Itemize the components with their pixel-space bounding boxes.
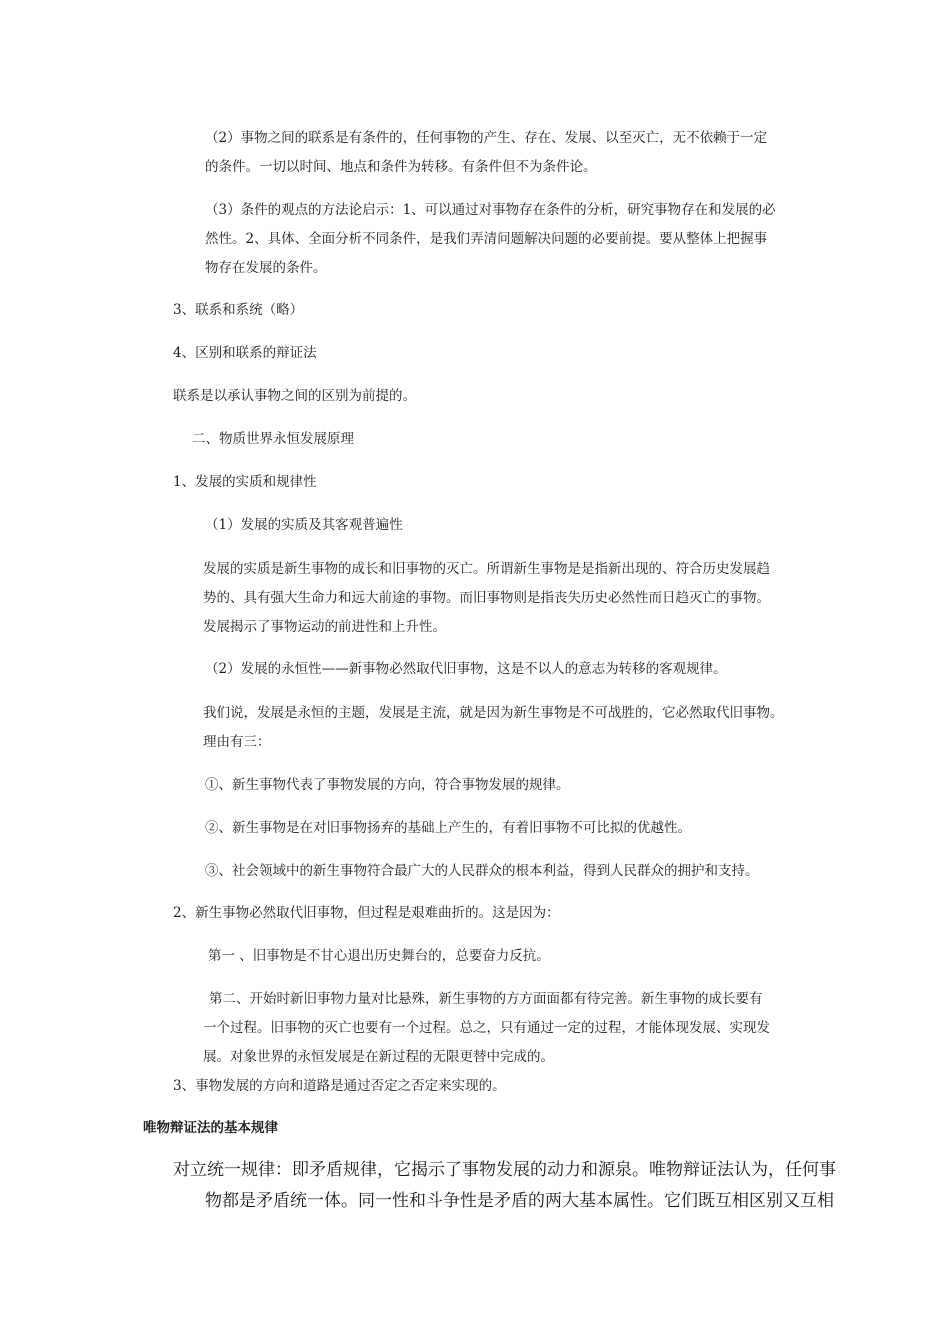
text-line: 发展揭示了事物运动的前进性和上升性。 [203, 619, 446, 635]
text-line: ②、新生事物是在对旧事物扬弃的基础上产生的，有着旧事物不可比拟的优越性。 [205, 820, 691, 836]
text-line: 然性。2、具体、全面分析不同条件，是我们弄清问题解决问题的必要前提。要从整体上把握事 [205, 231, 768, 247]
reason-1 [205, 771, 570, 800]
text-line: 1、发展的实质和规律性 [173, 474, 317, 490]
text-line: 一个过程。旧事物的灭亡也要有一个过程。总之，只有通过一定的过程，才能体现发展、实现发 [203, 1020, 770, 1036]
text-line: ①、新生事物代表了事物发展的方向，符合事物发展的规律。 [205, 777, 570, 793]
text-line: 的条件。一切以时间、地点和条件为转移。有条件但不为条件论。 [205, 159, 597, 175]
text-line: 物存在发展的条件。 [205, 260, 327, 276]
point-second [203, 985, 770, 1072]
item-2-tortuous-process [173, 899, 560, 928]
item-1-development-essence [173, 468, 317, 497]
text-line: 唯物辩证法的基本规律 [143, 1120, 278, 1136]
text-line: （3）条件的观点的方法论启示：1、可以通过对事物存在条件的分析，研究事物存在和发展的必 [205, 202, 776, 218]
text-line: 二、物质世界永恒发展原理 [192, 431, 354, 447]
text-line: 4、区别和联系的辩证法 [173, 345, 317, 361]
text-line: （2）事物之间的联系是有条件的，任何事物的产生、存在、发展、以至灭亡，无不依赖于一定 [205, 130, 768, 146]
subitem-2-eternity [205, 655, 727, 684]
paragraph-condition-3 [205, 196, 776, 283]
reason-2 [205, 814, 691, 843]
text-line: 联系是以承认事物之间的区别为前提的。 [173, 388, 416, 404]
paragraph-mainstream [203, 699, 784, 757]
text-line: 3、事物发展的方向和道路是通过否定之否定来实现的。 [173, 1078, 506, 1094]
point-first [208, 942, 550, 971]
item-3-negation [173, 1072, 506, 1101]
paragraph-condition-2 [205, 124, 767, 182]
item-4-difference-connection [173, 339, 317, 368]
text-line: 我们说，发展是永恒的主题，发展是主流，就是因为新生事物是不可战胜的，它必然取代旧事物。 [203, 705, 784, 721]
text-line: 理由有三： [203, 734, 271, 750]
text-line: 3、联系和系统（略） [173, 302, 304, 318]
text-line: 第一 、旧事物是不甘心退出历史舞台的，总要奋力反抗。 [208, 948, 550, 964]
text-line: ③、社会领域中的新生事物符合最广大的人民群众的根本利益，得到人民群众的拥护和支持。 [205, 863, 759, 879]
section-heading-development [192, 425, 354, 454]
paragraph-premise [173, 382, 416, 411]
text-line: （2）发展的永恒性——新事物必然取代旧事物，这是不以人的意志为转移的客观规律。 [205, 661, 727, 677]
text-line: 第二、开始时新旧事物力量对比悬殊，新生事物的方方面面都有待完善。新生事物的成长要有 [209, 991, 763, 1007]
text-line: 对立统一规律：即矛盾规律，它揭示了事物发展的动力和源泉。唯物辩证法认为，任何事 [173, 1160, 836, 1180]
paragraph-unity-of-opposites [173, 1155, 836, 1217]
text-line: （1）发展的实质及其客观普遍性 [205, 517, 403, 533]
text-line: 展。对象世界的永恒发展是在新过程的无限更替中完成的。 [203, 1049, 554, 1065]
heading-basic-laws [143, 1114, 278, 1143]
text-line: 发展的实质是新生事物的成长和旧事物的灭亡。所谓新生事物是是指新出现的、符合历史发展趋 [203, 561, 770, 577]
text-line: 物都是矛盾统一体。同一性和斗争性是矛盾的两大基本属性。它们既互相区别又互相 [205, 1191, 834, 1211]
text-line: 势的、具有强大生命力和远大前途的事物。而旧事物则是指丧失历史必然性而日趋灭亡的事物。 [203, 590, 770, 606]
text-line: 2、新生事物必然取代旧事物，但过程是艰难曲折的。这是因为： [173, 905, 560, 921]
item-3-connection-system [173, 296, 303, 325]
subitem-1-essence [205, 511, 403, 540]
paragraph-essence-definition [203, 555, 770, 642]
reason-3 [205, 857, 759, 886]
